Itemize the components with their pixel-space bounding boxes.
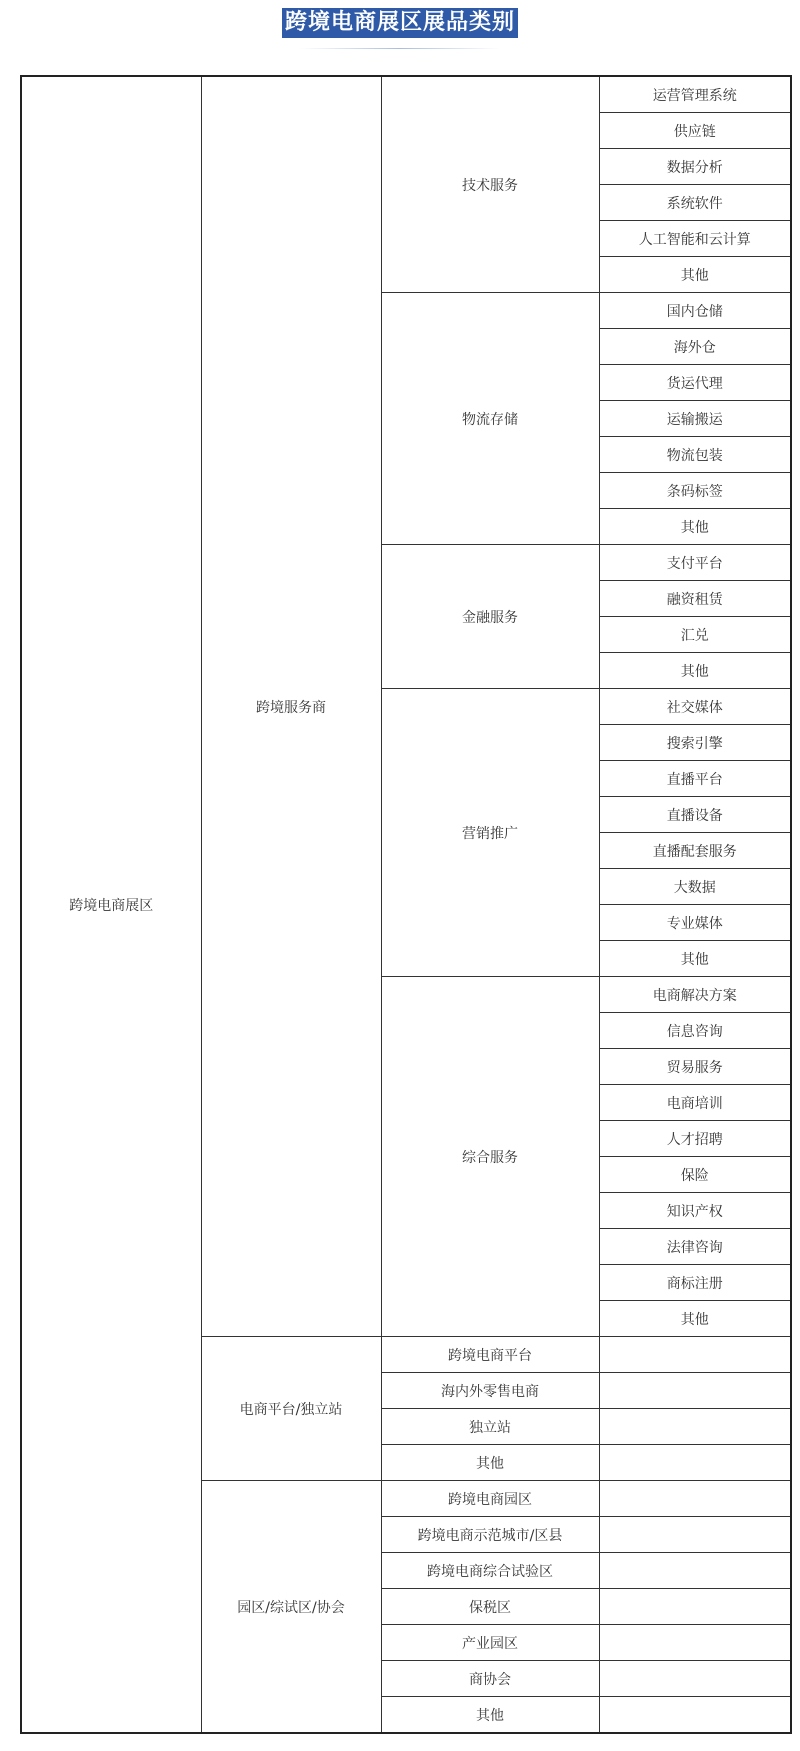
subcategory-cell: 物流存储 [381, 293, 599, 545]
item-cell: 大数据 [599, 869, 791, 905]
item-cell: 专业媒体 [599, 905, 791, 941]
item-cell: 物流包装 [599, 437, 791, 473]
item-cell: 搜索引擎 [599, 725, 791, 761]
title-underline [300, 48, 500, 49]
subcategory-cell: 跨境电商园区 [381, 1481, 599, 1517]
table-row [21, 76, 791, 113]
item-cell: 直播设备 [599, 797, 791, 833]
item-cell: 其他 [599, 257, 791, 293]
subcategory-cell: 商协会 [381, 1661, 599, 1697]
item-cell: 融资租赁 [599, 581, 791, 617]
empty-cell [599, 1517, 791, 1553]
subcategory-cell: 跨境电商示范城市/区县 [381, 1517, 599, 1553]
subcategory-cell: 独立站 [381, 1409, 599, 1445]
item-cell: 运营管理系统 [599, 76, 791, 113]
item-cell: 数据分析 [599, 149, 791, 185]
item-cell: 直播平台 [599, 761, 791, 797]
empty-cell [599, 1409, 791, 1445]
empty-cell [599, 1373, 791, 1409]
group-cell: 园区/综试区/协会 [201, 1481, 381, 1734]
item-cell: 条码标签 [599, 473, 791, 509]
subcategory-cell: 产业园区 [381, 1625, 599, 1661]
item-cell: 汇兑 [599, 617, 791, 653]
item-cell: 贸易服务 [599, 1049, 791, 1085]
subcategory-cell: 跨境电商综合试验区 [381, 1553, 599, 1589]
empty-cell [599, 1589, 791, 1625]
subcategory-cell: 其他 [381, 1445, 599, 1481]
item-cell: 国内仓储 [599, 293, 791, 329]
item-cell: 支付平台 [599, 545, 791, 581]
group-cell: 跨境服务商 [201, 76, 381, 1337]
item-cell: 其他 [599, 1301, 791, 1337]
item-cell: 货运代理 [599, 365, 791, 401]
subcategory-cell: 金融服务 [381, 545, 599, 689]
item-cell: 直播配套服务 [599, 833, 791, 869]
empty-cell [599, 1337, 791, 1373]
item-cell: 其他 [599, 941, 791, 977]
item-cell: 社交媒体 [599, 689, 791, 725]
item-cell: 信息咨询 [599, 1013, 791, 1049]
subcategory-cell: 其他 [381, 1697, 599, 1734]
item-cell: 海外仓 [599, 329, 791, 365]
item-cell: 人工智能和云计算 [599, 221, 791, 257]
item-cell: 知识产权 [599, 1193, 791, 1229]
subcategory-cell: 综合服务 [381, 977, 599, 1337]
item-cell: 供应链 [599, 113, 791, 149]
title-wrap [0, 8, 800, 38]
item-cell: 商标注册 [599, 1265, 791, 1301]
item-cell: 电商培训 [599, 1085, 791, 1121]
item-cell: 法律咨询 [599, 1229, 791, 1265]
empty-cell [599, 1661, 791, 1697]
item-cell: 保险 [599, 1157, 791, 1193]
category-table-body [21, 76, 791, 1733]
item-cell: 系统软件 [599, 185, 791, 221]
item-cell: 其他 [599, 653, 791, 689]
subcategory-cell: 海内外零售电商 [381, 1373, 599, 1409]
empty-cell [599, 1553, 791, 1589]
page-title: 跨境电商展区展品类别 [282, 8, 518, 38]
item-cell: 电商解决方案 [599, 977, 791, 1013]
zone-cell: 跨境电商展区 [21, 76, 201, 1733]
empty-cell [599, 1697, 791, 1734]
item-cell: 其他 [599, 509, 791, 545]
empty-cell [599, 1445, 791, 1481]
subcategory-cell: 营销推广 [381, 689, 599, 977]
subcategory-cell: 技术服务 [381, 76, 599, 293]
item-cell: 运输搬运 [599, 401, 791, 437]
subcategory-cell: 跨境电商平台 [381, 1337, 599, 1373]
group-cell: 电商平台/独立站 [201, 1337, 381, 1481]
empty-cell [599, 1625, 791, 1661]
empty-cell [599, 1481, 791, 1517]
subcategory-cell: 保税区 [381, 1589, 599, 1625]
category-table [20, 75, 792, 1734]
item-cell: 人才招聘 [599, 1121, 791, 1157]
